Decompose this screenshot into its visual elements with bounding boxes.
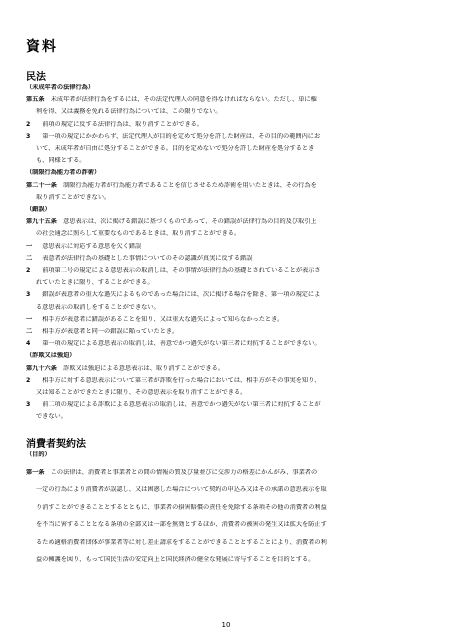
- paragraph-line: [26, 267, 430, 275]
- article-caption: （制限行為能力者の詐術）: [26, 169, 101, 177]
- article-number: 第九十五条: [26, 218, 57, 226]
- article-caption: （目的）: [26, 451, 51, 458]
- paragraph-line: [26, 340, 430, 348]
- paragraph-text: 相手方に対する意思表示について第三者が詐欺を行った場合においては、相手方がその事実を知り、: [42, 376, 321, 384]
- article-line: [26, 96, 430, 104]
- article-text: この法律は、消費者と事業者との間の情報の質及び量並びに交渉力の格差にかんがみ、事業者の: [50, 468, 318, 476]
- paragraph-number: 2: [26, 376, 31, 384]
- continuation-line: いて、未成年者が自由に処分することができる。目的を定めないで処分を許した財産を処分するとき: [36, 145, 315, 152]
- continuation-line: 利を得、又は義務を免れる法律行為については、この限りでない。: [36, 108, 222, 116]
- paragraph-line: [26, 121, 430, 129]
- article-text: 未成年者が法律行為をするには、その法定代理人の同意を得なければならない。ただし、単に権: [50, 96, 317, 104]
- paragraph-line: [26, 401, 430, 409]
- paragraph-line: [26, 316, 430, 324]
- article-text: 詐欺又は強迫による意思表示は、取り消すことができる。: [63, 364, 224, 372]
- article-number: 第二十一条: [26, 181, 57, 189]
- continuation-line: れていたときに限り、することができる。: [36, 279, 154, 287]
- paragraph-text: 前項の規定に反する法律行為は、取り消すことができる。: [42, 120, 204, 128]
- paragraph-number: 一: [26, 315, 33, 323]
- article-number: 第九十六条: [26, 364, 57, 372]
- page-number: 10: [221, 621, 231, 629]
- continuation-line: 又は知ることができたときに限り、その意思表示を取り消すことができる。: [36, 389, 247, 396]
- article-line: [26, 182, 430, 190]
- paragraph-text: 第一項の規定にかかわらず、法定代理人が目的を定めて処分を許した財産は、その目的の範囲内にお: [42, 132, 321, 140]
- continuation-line: を不当に害することとなる条項の全部又は一部を無効とするほか、消費者の被害の発生又は拡大を防止す: [36, 521, 327, 528]
- paragraph-line: [26, 243, 430, 251]
- paragraph-text: 表意者が法律行為の基礎とした事情についてのその認識が真実に反する錯誤: [42, 254, 253, 262]
- continuation-line: できない。: [36, 413, 67, 421]
- paragraph-line: [26, 291, 430, 299]
- section-title-minpo: 民法: [26, 72, 46, 83]
- article-line: [26, 218, 430, 226]
- paragraph-number: 一: [26, 242, 33, 250]
- continuation-line: の社会通念に照らして重要なものであるときは、取り消すことができる。: [36, 230, 241, 238]
- paragraph-line: [26, 377, 430, 385]
- article-line: [26, 469, 430, 477]
- paragraph-text: 意思表示に対応する意思を欠く錯誤: [42, 242, 142, 250]
- document-title: 資料: [26, 39, 58, 55]
- paragraph-number: 2: [26, 120, 31, 128]
- paragraph-text: 前二項の規定による詐欺による意思表示の取消しは、善意でかつ過失がない第三者に対抗することが: [42, 401, 321, 409]
- article-caption: （詐欺又は強迫）: [26, 352, 76, 360]
- paragraph-number: 2: [26, 267, 31, 274]
- paragraph-line: [26, 133, 430, 141]
- continuation-line: るため適格消費者団体が事業者等に対し差止請求をすることができることとすることにより、消費者の利: [36, 538, 327, 546]
- paragraph-text: 第一項の規定による意思表示の取消しは、善意でかつ過失がない第三者に対抗することができない。: [42, 340, 321, 348]
- paragraph-text: 前項第二号の規定による意思表示の取消しは、その事情が法律行為の基礎とされていることが表示さ: [42, 267, 321, 274]
- paragraph-number: 3: [26, 291, 31, 299]
- paragraph-line: [26, 328, 430, 336]
- continuation-line: 取り消すことができない。: [36, 193, 111, 201]
- continuation-line: 益の擁護を図り、もって国民生活の安定向上と国民経済の健全な発展に寄与することを目的とする。: [36, 556, 315, 563]
- paragraph-text: 相手方が表意者と同一の錯誤に陥っていたとき。: [42, 328, 179, 335]
- article-caption: （錯誤）: [26, 206, 51, 213]
- article-text: 制限行為能力者が行為能力者であることを信じさせるため詐術を用いたときは、その行為を: [63, 181, 317, 189]
- article-caption: （未成年者の法律行為）: [26, 84, 95, 91]
- continuation-line: 一定の行為により消費者が誤認し、又は困惑した場合について契約の申込み又はその承諾の意思表示を取: [36, 486, 327, 493]
- paragraph-text: 錯誤が表意者の重大な過失によるものであった場合には、次に掲げる場合を除き、第一項の規定によ: [42, 291, 321, 299]
- paragraph-number: 二: [26, 254, 33, 262]
- article-line: [26, 365, 430, 373]
- article-text: 意思表示は、次に掲げる錯誤に基づくものであって、その錯誤が法律行為の目的及び取引上: [63, 218, 317, 226]
- paragraph-text: 相手方が表意者に錯誤があることを知り、又は重大な過失によって知らなかったとき。: [42, 315, 284, 323]
- continuation-line: る意思表示の取消しをすることができない。: [36, 303, 160, 311]
- section-title-shohisha: 消費者契約法: [26, 439, 86, 450]
- paragraph-number: 二: [26, 328, 33, 335]
- paragraph-number: 4: [26, 340, 31, 348]
- paragraph-number: 3: [26, 132, 31, 140]
- continuation-line: り消すことができることとするとともに、事業者の損害賠償の責任を免除する条項その他の消費者の利益: [36, 503, 327, 511]
- continuation-line: も、同様とする。: [36, 157, 86, 165]
- article-number: 第一条: [26, 468, 45, 476]
- article-number: 第五条: [26, 96, 45, 104]
- paragraph-number: 3: [26, 401, 31, 409]
- paragraph-line: [26, 255, 430, 263]
